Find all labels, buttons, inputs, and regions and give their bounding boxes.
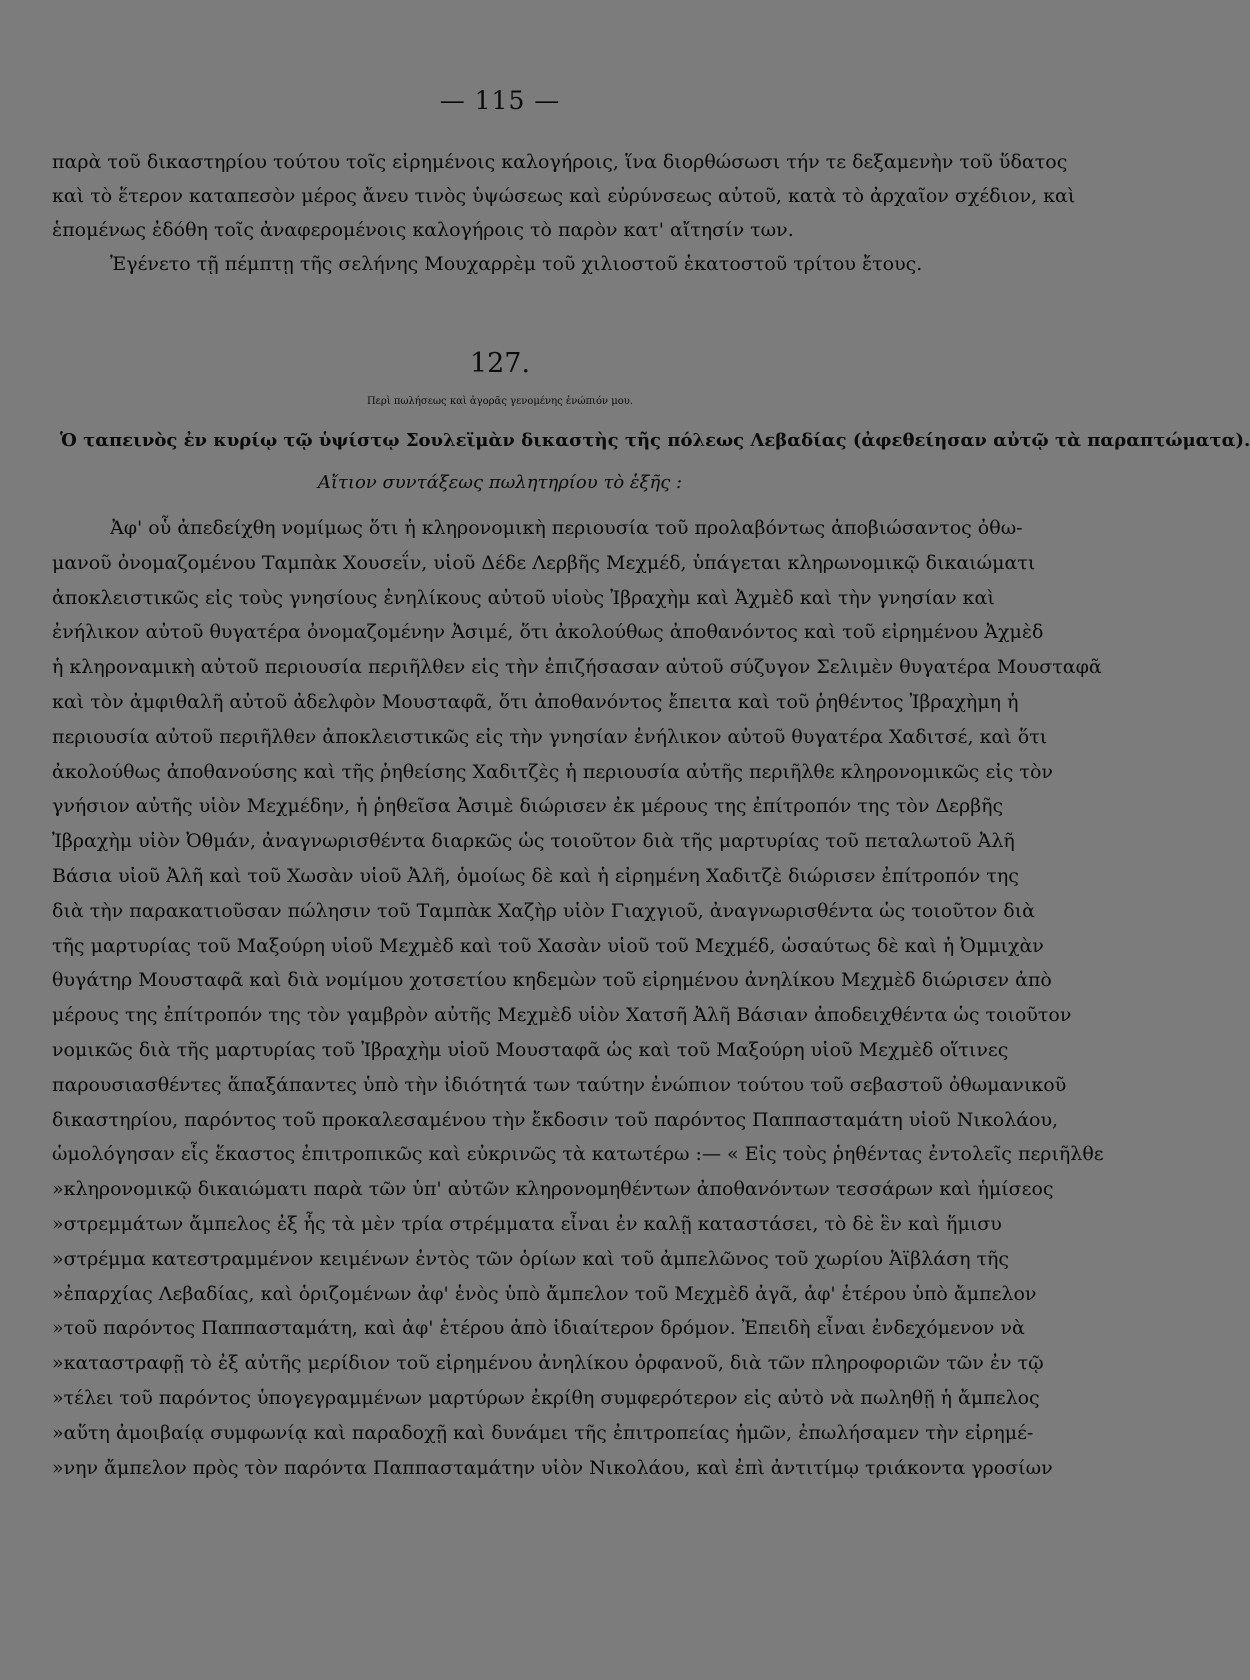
text-line: καὶ τὸ ἕτερον καταπεσὸν μέρος ἄνευ τινὸς ὑψώσεως καὶ εὐρύνσεως αὐτοῦ, κατὰ τὸ ἀρχαῖον σχέδιον, καὶ	[52, 185, 1076, 207]
body-line: δικαστηρίου, παρόντος τοῦ προκαλεσαμένου τὴν ἔκδοσιν τοῦ παρόντος Παππασταμάτη υἱοῦ Νικολάου,	[52, 1108, 1059, 1131]
body-line: νομικῶς διὰ τῆς μαρτυρίας τοῦ Ἰβραχὴμ υἱοῦ Μουσταφᾶ ὡς καὶ τοῦ Μαξούρη υἱοῦ Μεχμὲδ οἵτινες	[52, 1039, 1009, 1061]
body-line: μανοῦ ὀνομαζομένου Ταμπὰκ Χουσεΐν, υἱοῦ Δέδε Λερβῆς Μεχμέδ, ὑπάγεται κληρωνομικῷ δικαιώματι	[52, 551, 1036, 574]
body-line: περιουσία αὐτοῦ περιῆλθεν ἀποκλειστικῶς εἰς τὴν γνησίαν ἐνήλικον αὐτοῦ θυγατέρα Χαδιτσέ, καὶ ὅτι	[52, 725, 1048, 748]
body-line: ὡμολόγησαν εἷς ἕκαστος ἐπιτροπικῶς καὶ εὐκρινῶς τὰ κατωτέρω :— « Εἰς τοὺς ῥηθέντας ἐντολεῖς περιῆλθε	[52, 1143, 1104, 1166]
body-line: παρουσιασθέντες ἅπαξάπαντες ὑπὸ τὴν ἰδιότητά των ταύτην ἐνώπιον τούτου τοῦ σεβαστοῦ ὀθωμανικοῦ	[52, 1073, 1067, 1096]
body-line: »τοῦ παρόντος Παππασταμάτη, καὶ ἀφ' ἑτέρου ἀπὸ ἰδιαίτερον δρόμον. Ἐπειδὴ εἶναι ἐνδεχόμενον νὰ	[52, 1317, 1025, 1340]
body-line: γνήσιον αὐτῆς υἱὸν Μεχμέδην, ἡ ῥηθεῖσα Ἀσιμὲ διώρισεν ἐκ μέρους της ἐπίτροπόν της τὸν Δερβῆς	[52, 795, 1004, 818]
body-line: μέρους της ἐπίτροπόν της τὸν γαμβρὸν αὐτῆς Μεχμὲδ υἱὸν Χατσῆ Ἀλῆ Βάσιαν ἀποδειχθέντα ὡς τοιοῦτον	[52, 1004, 1072, 1027]
body-line: καὶ τὸν ἀμφιθαλῆ αὐτοῦ ἀδελφὸν Μουσταφᾶ, ὅτι ἀποθανόντος ἔπειτα καὶ τοῦ ῥηθέντος Ἰβραχὴμη ἡ	[52, 691, 1019, 713]
text-line: παρὰ τοῦ δικαστηρίου τούτου τοῖς εἰρημένοις καλογήροις, ἵνα διορθώσωσι τήν τε δεξαμενὴν τοῦ ὕδατος	[52, 151, 1068, 173]
document-heading: Ὁ ταπεινὸς ἐν κυρίῳ τῷ ὑψίστῳ Σουλεϊμὰν δικαστὴς τῆς πόλεως Λεβαδίας (ἀφεθείησαν αὐτῷ τὰ παραπτώματα).	[60, 430, 1250, 451]
page-number: — 115 —	[439, 86, 561, 115]
body-line: »νην ἄμπελον πρὸς τὸν παρόντα Παππασταμάτην υἱὸν Νικολάου, καὶ ἐπὶ ἀντιτίμῳ τριάκοντα γροσίων	[52, 1456, 1053, 1479]
document-note: Περὶ πωλήσεως καὶ ἀγορᾶς γενομένης ἐνώπιόν μου.	[366, 396, 634, 407]
body-line: Ἀφ' οὗ ἀπεδείχθη νομίμως ὅτι ἡ κληρονομικὴ περιουσία τοῦ προλαβόντως ἀποβιώσαντος ὀθω-	[110, 517, 1023, 539]
body-line: ἀκολούθως ἀποθανούσης καὶ τῆς ῥηθείσης Χαδιτζὲς ἡ περιουσία αὐτῆς περιῆλθε κληρονομικῶς εἰς τὸν	[52, 760, 1053, 783]
body-line: ἐνήλικον αὐτοῦ θυγατέρα ὀνομαζομένην Ἀσιμέ, ὅτι ἀκολούθως ἀποθανόντος καὶ τοῦ εἰρημένου Ἀχμὲδ	[52, 621, 1044, 644]
body-line: τῆς μαρτυρίας τοῦ Μαξούρη υἱοῦ Μεχμὲδ καὶ τοῦ Χασὰν υἱοῦ τοῦ Μεχμέδ, ὡσαύτως δὲ καὶ ἡ Ὀμμιχὰν	[52, 934, 1044, 957]
body-line: ἡ κληροναμικὴ αὐτοῦ περιουσία περιῆλθεν εἰς τὴν ἐπιζήσασαν αὐτοῦ σύζυγον Σελιμὲν θυγατέρα Μουσταφᾶ	[52, 656, 1102, 679]
body-line: »στρέμμα κατεστραμμένον κειμένων ἐντὸς τῶν ὁρίων καὶ τοῦ ἀμπελῶνος τοῦ χωρίου Ἁϊβλάση τῆς	[52, 1247, 1010, 1270]
text-line: ἑπομένως ἐδόθη τοῖς ἀναφερομένοις καλογήροις τὸ παρὸν κατ' αἴτησίν των.	[52, 219, 794, 241]
body-line: θυγάτηρ Μουσταφᾶ καὶ διὰ νομίμου χοτσετίου κηδεμὼν τοῦ εἰρημένου ἀνηλίκου Μεχμὲδ διώρισεν ἀπὸ	[52, 969, 1052, 992]
document-number: 127.	[469, 348, 531, 379]
body-line: »καταστραφῇ τὸ ἐξ αὐτῆς μερίδιον τοῦ εἰρημένου ἀνηλίκου ὀρφανοῦ, διὰ τῶν πληροφοριῶν τῶν ἐν τῷ	[52, 1352, 1044, 1375]
body-line: ἀποκλειστικῶς εἰς τοὺς γνησίους ἐνηλίκους αὐτοῦ υἱοὺς Ἰβραχὴμ καὶ Ἀχμὲδ καὶ τὴν γνησίαν καὶ	[52, 586, 995, 609]
body-line: Βάσια υἱοῦ Ἀλῆ καὶ τοῦ Χωσὰν υἱοῦ Ἀλῆ, ὁμοίως δὲ καὶ ἡ εἰρημένη Χαδιτζὲ διώρισεν ἐπίτροπόν της	[52, 865, 1019, 887]
body-line: »αὕτη ἀμοιβαίᾳ συμφωνίᾳ καὶ παραδοχῇ καὶ δυνάμει τῆς ἐπιτροπείας ἡμῶν, ἐπωλήσαμεν τὴν εἰρημέ-	[52, 1421, 1034, 1444]
date-line: Ἐγένετο τῇ πέμπτῃ τῆς σελήνης Μουχαρρὲμ τοῦ χιλιοστοῦ ἑκατοστοῦ τρίτου ἔτους.	[110, 253, 923, 275]
body-line: διὰ τὴν παρακατιοῦσαν πώλησιν τοῦ Ταμπὰκ Χαζὴρ υἱὸν Γιαχγιοῦ, ἀναγνωρισθέντα ὡς τοιοῦτον διὰ	[52, 899, 1036, 922]
body-line: Ἰβραχὴμ υἱὸν Ὀθμάν, ἀναγνωρισθέντα διαρκῶς ὡς τοιοῦτον διὰ τῆς μαρτυρίας τοῦ πεταλωτοῦ Ἀλῆ	[52, 830, 1015, 853]
body-line: »κληρονομικῷ δικαιώματι παρὰ τῶν ὑπ' αὐτῶν κληρονομηθέντων ἀποθανόντων τεσσάρων καὶ ἡμίσεος	[52, 1178, 1054, 1201]
document-subheading: Αἴτιον συντάξεως πωλητηρίου τὸ ἑξῆς :	[317, 472, 683, 493]
body-line: »ἐπαρχίας Λεβαδίας, καὶ ὁριζομένων ἀφ' ἑνὸς ὑπὸ ἄμπελον τοῦ Μεχμὲδ ἀγᾶ, ἀφ' ἑτέρου ὑπὸ ἄμπελον	[52, 1282, 1037, 1305]
body-line: »τέλει τοῦ παρόντος ὑπογεγραμμένων μαρτύρων ἐκρίθη συμφερότερον εἰς αὐτὸ νὰ πωληθῇ ἡ ἄμπελος	[52, 1387, 1040, 1409]
body-line: »στρεμμάτων ἄμπελος ἐξ ἧς τὰ μὲν τρία στρέμματα εἶναι ἐν καλῇ καταστάσει, τὸ δὲ ἓν καὶ ἥμισυ	[52, 1213, 1002, 1235]
